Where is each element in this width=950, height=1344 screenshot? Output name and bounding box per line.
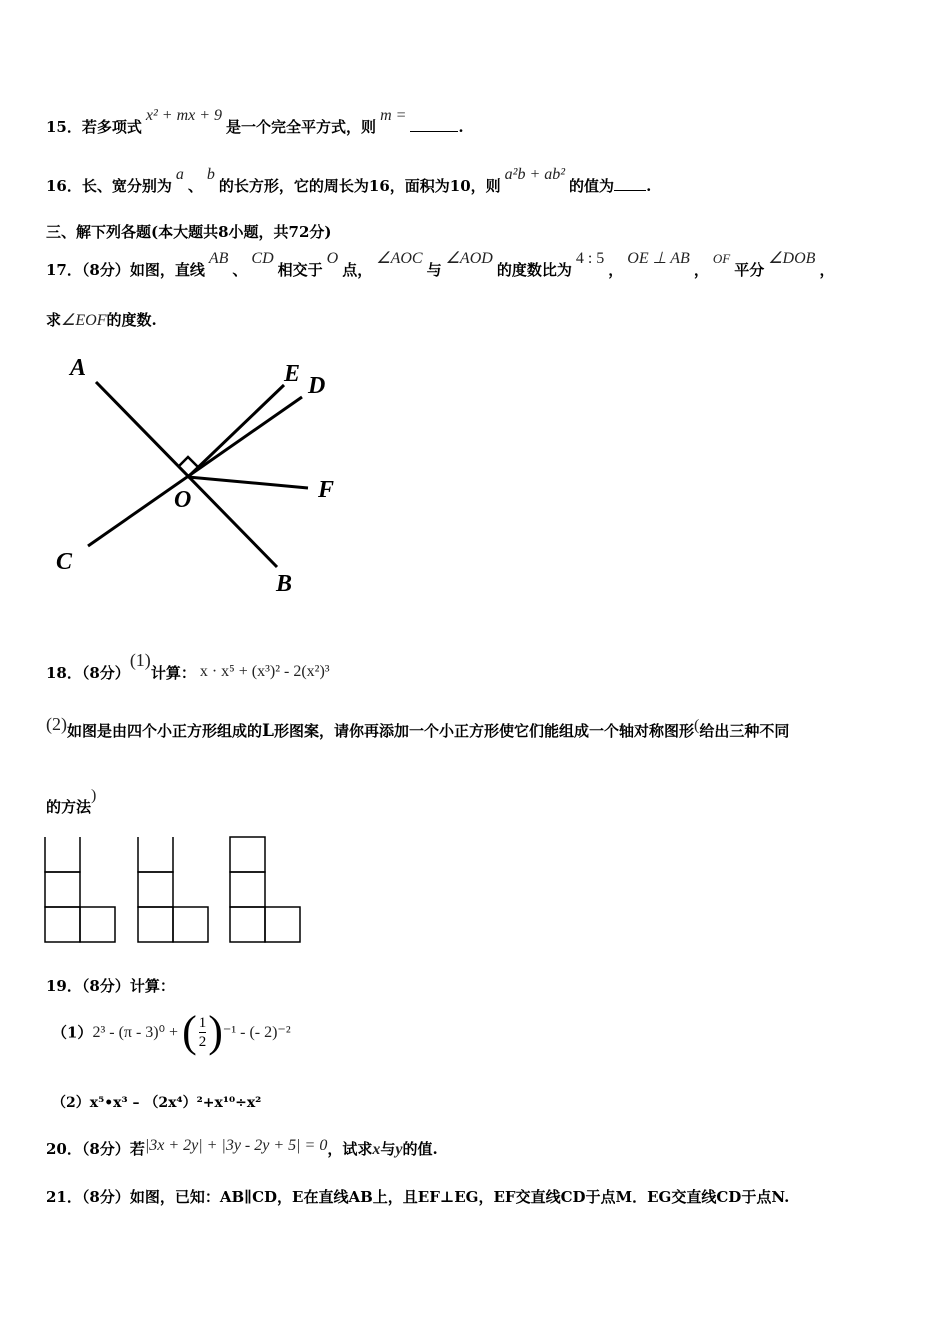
q15-answer-blank[interactable] <box>410 119 458 132</box>
ray-OE <box>188 385 284 477</box>
q19-fraction-numerator: 1 <box>198 1014 207 1031</box>
question-17 <box>46 250 835 280</box>
question-19 <box>46 975 175 996</box>
q18-number: 18． <box>46 664 82 682</box>
square <box>230 907 265 942</box>
q18-text-4: 给出三种不同 <box>699 722 790 740</box>
q15-expression: x² + mx + 9 <box>145 107 223 124</box>
question-18-part-2-line-2 <box>46 787 97 817</box>
q20-expression: |3x + 2y| + |3y - 2y + 5| = 0 <box>144 1137 328 1154</box>
label-B: B <box>276 571 293 597</box>
q15-text: 若多项式 <box>81 118 142 136</box>
q18-l-shape-figure-1 <box>44 836 118 946</box>
q20-text-2: ，试求 <box>327 1140 373 1158</box>
label-F: F <box>318 477 335 503</box>
q16-sep: 、 <box>187 177 203 195</box>
q17-AB: AB <box>208 250 229 267</box>
q19-part-1-label: （1） <box>52 1023 93 1042</box>
q18-score: （8分） <box>81 664 130 682</box>
square <box>45 907 80 942</box>
square <box>138 907 173 942</box>
q19-expr-1a: 2³ - (π - 3)⁰ + <box>92 1024 183 1041</box>
section-3-heading: 三、解下列各题(本大题共8小题，共72分) <box>46 223 332 241</box>
question-15 <box>46 107 464 137</box>
square <box>230 872 265 907</box>
q15-text-mid: 是一个完全平方式，则 <box>226 118 377 136</box>
q18-part-1: (1) <box>129 650 151 670</box>
q17-text-1: 如图，直线 <box>129 261 205 279</box>
q17-number: 17． <box>46 261 82 279</box>
q17-angle-dob: ∠DOB <box>768 250 816 267</box>
q18-text-3: 形图案，请你再添加一个小正方形使它们能组成一个轴对称图形 <box>273 722 694 740</box>
q18-l-shape-figure-2 <box>137 836 211 946</box>
q19-expr-2: x⁵•x³ – （2x⁴）²+x¹⁰÷x² <box>89 1095 262 1111</box>
q18-paren-open: ( <box>693 717 700 734</box>
q18-paren-close: ) <box>91 787 97 804</box>
q17-comma: ， <box>608 261 624 279</box>
q19-score: （8分） <box>81 977 130 995</box>
square <box>173 907 208 942</box>
q17-CD: CD <box>251 250 274 267</box>
q17-comma-2: ， <box>693 261 709 279</box>
square <box>138 872 173 907</box>
q21-score: （8分） <box>81 1188 130 1206</box>
q20-text-4: 的值. <box>402 1140 438 1158</box>
q21-text: 如图，已知：AB∥CD，E在直线AB上，且EF⊥EG，EF交直线CD于点M．EG交直线CD于点N. <box>129 1188 790 1206</box>
line-AB <box>96 382 277 567</box>
right-angle-mark <box>178 457 198 467</box>
q18-text-5: 的方法 <box>46 798 92 816</box>
q18-part-2: (2) <box>46 714 67 734</box>
q16-var-a: a <box>175 166 184 183</box>
q17-line2-a: 求 <box>46 311 62 329</box>
square-top-open <box>138 837 173 872</box>
label-E: E <box>284 361 301 387</box>
square <box>230 837 265 872</box>
question-18-part-2 <box>46 714 790 741</box>
q16-var-b: b <box>206 166 215 183</box>
q17-score: （8分） <box>81 261 130 279</box>
label-O: O <box>174 487 192 513</box>
q17-ratio: 4 : 5 <box>575 250 605 267</box>
q17-text-5: 的度数比为 <box>496 261 572 279</box>
q18-l-shape-figure-3 <box>229 836 303 946</box>
q20-score: （8分） <box>81 1140 130 1158</box>
q19-part-2-label: （2） <box>52 1095 90 1111</box>
question-17-line-2 <box>46 309 157 330</box>
q15-number: 15． <box>46 118 82 136</box>
q19-number: 19． <box>46 977 82 995</box>
q17-OF: OF <box>712 251 731 266</box>
q20-var-x: x <box>372 1141 381 1158</box>
q17-text-2: 相交于 <box>277 261 323 279</box>
q18-L: L <box>262 721 274 741</box>
q21-number: 21． <box>46 1188 82 1206</box>
q16-expression: a²b + ab² <box>504 166 566 183</box>
q17-text-4: 与 <box>426 261 442 279</box>
q19-paren-right: ) <box>208 1007 223 1056</box>
q16-text: 长、宽分别为 <box>81 177 172 195</box>
q19-expr-1b: ⁻¹ - (- 2)⁻² <box>222 1024 291 1041</box>
q15-variable: m = <box>380 107 407 124</box>
question-21 <box>46 1186 789 1207</box>
q20-text-3: 与 <box>380 1140 396 1158</box>
q18-expression: x · x⁵ + (x³)² - 2(x²)³ <box>199 663 330 680</box>
ray-OF <box>188 477 308 488</box>
question-20 <box>46 1138 438 1159</box>
q18-text-2: 如图是由四个小正方形组成的 <box>67 722 263 740</box>
q17-comma-3: ， <box>819 261 835 279</box>
q19-fraction-denominator: 2 <box>198 1033 207 1050</box>
q20-number: 20． <box>46 1140 82 1158</box>
q17-angle-aoc: ∠AOC <box>376 250 423 267</box>
question-16 <box>46 166 652 196</box>
question-19-part-1 <box>52 1007 291 1056</box>
q19-fraction <box>199 1014 207 1051</box>
square <box>80 907 115 942</box>
q16-text-post: 的值为 <box>569 177 615 195</box>
label-A: A <box>70 355 87 381</box>
q16-text-mid: 的长方形，它的周长为16，面积为10，则 <box>218 177 501 195</box>
label-C: C <box>56 549 73 575</box>
q17-angle-eof: ∠EOF <box>61 312 107 329</box>
q20-text-1: 若 <box>129 1140 145 1158</box>
q17-line2-b: 的度数. <box>106 311 157 329</box>
question-19-part-2 <box>52 1092 261 1112</box>
q16-number: 16． <box>46 177 82 195</box>
q17-sep: 、 <box>232 261 248 279</box>
q15-end: . <box>458 118 464 136</box>
square <box>265 907 300 942</box>
q17-angle-aod: ∠AOD <box>445 250 493 267</box>
q17-perp: OE ⊥ AB <box>627 250 690 267</box>
q19-text: 计算： <box>129 977 175 995</box>
q19-paren-left: ( <box>182 1007 197 1056</box>
q17-O: O <box>326 250 339 267</box>
square-top-open <box>45 837 80 872</box>
q17-text-6: 平分 <box>734 261 765 279</box>
q17-figure <box>40 345 360 605</box>
q16-end: . <box>646 177 652 195</box>
q20-var-y: y <box>395 1141 403 1158</box>
q18-text-1: 计算： <box>150 664 196 682</box>
square <box>45 872 80 907</box>
q17-text-3: 点， <box>342 261 373 279</box>
question-18 <box>46 650 334 683</box>
label-D: D <box>308 373 326 399</box>
q16-answer-blank[interactable] <box>614 178 646 191</box>
